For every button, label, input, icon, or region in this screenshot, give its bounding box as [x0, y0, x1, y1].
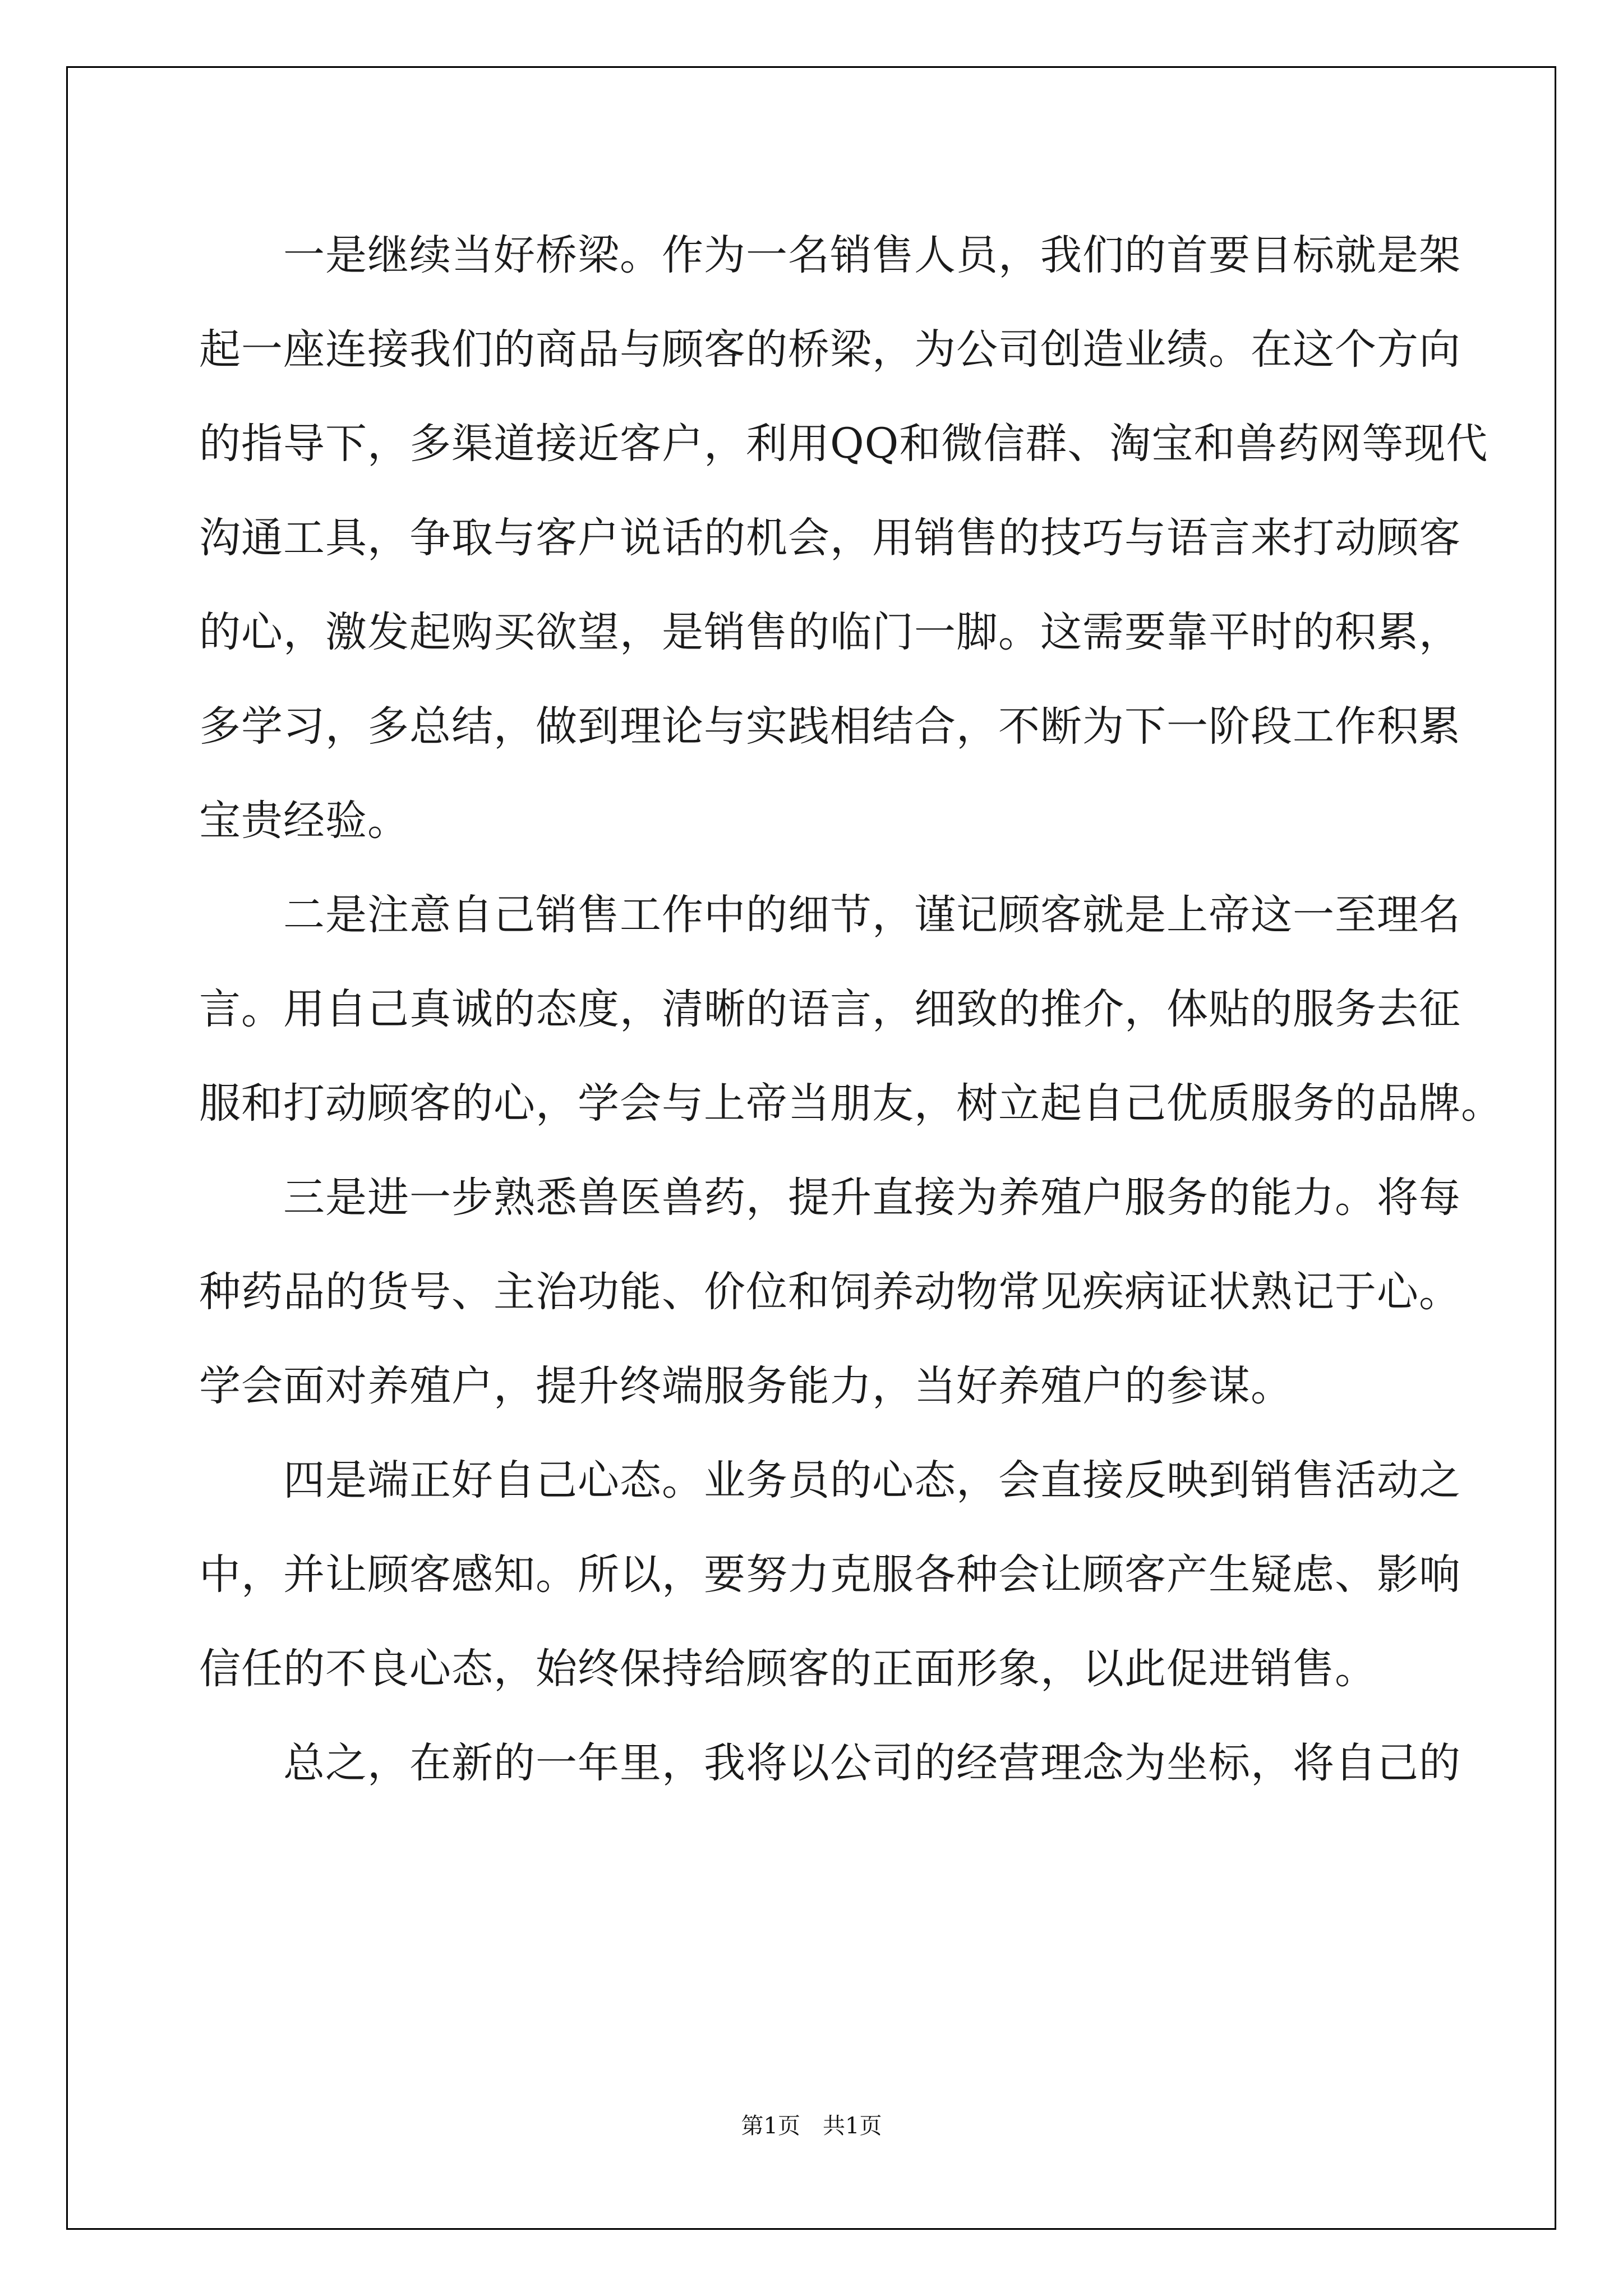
text-line: 信任的不良心态，始终保持给顾客的正面形象，以此促进销售。: [199, 1645, 1377, 1693]
text-line: 四是端正好自己心态。业务员的心态，会直接反映到销售活动之: [283, 1456, 1461, 1504]
text-line: 的心，激发起购买欲望，是销售的临门一脚。这需要靠平时的积累，: [199, 608, 1461, 656]
text-line: 中，并让顾客感知。所以，要努力克服各种会让顾客产生疑虑、影响: [199, 1550, 1461, 1599]
text-line: 三是进一步熟悉兽医兽药，提升直接为养殖户服务的能力。将每: [283, 1174, 1461, 1222]
text-line: 一是继续当好桥梁。作为一名销售人员，我们的首要目标就是架: [283, 231, 1461, 279]
text-line: 起一座连接我们的商品与顾客的桥梁，为公司创造业绩。在这个方向: [199, 325, 1461, 374]
text-line: 宝贵经验。: [199, 797, 409, 845]
text-line: 言。用自己真诚的态度，清晰的语言，细致的推介，体贴的服务去征: [199, 985, 1461, 1033]
text-line: 服和打动顾客的心，学会与上帝当朋友，树立起自己优质服务的品牌。: [199, 1079, 1503, 1128]
text-line: 学会面对养殖户，提升终端服务能力，当好养殖户的参谋。: [199, 1362, 1293, 1410]
text-line: 多学习，多总结，做到理论与实践相结合，不断为下一阶段工作积累: [199, 702, 1461, 751]
text-line: 二是注意自己销售工作中的细节，谨记顾客就是上帝这一至理名: [283, 891, 1461, 939]
text-line: 的指导下，多渠道接近客户，利用QQ和微信群、淘宝和兽药网等现代: [199, 420, 1488, 468]
text-line: 种药品的货号、主治功能、价位和饲养动物常见疾病证状熟记于心。: [199, 1268, 1461, 1316]
text-line: 总之，在新的一年里，我将以公司的经营理念为坐标，将自己的: [283, 1739, 1461, 1787]
page-footer: 第1页 共1页: [741, 2113, 882, 2139]
text-line: 沟通工具，争取与客户说话的机会，用销售的技巧与语言来打动顾客: [199, 514, 1461, 562]
